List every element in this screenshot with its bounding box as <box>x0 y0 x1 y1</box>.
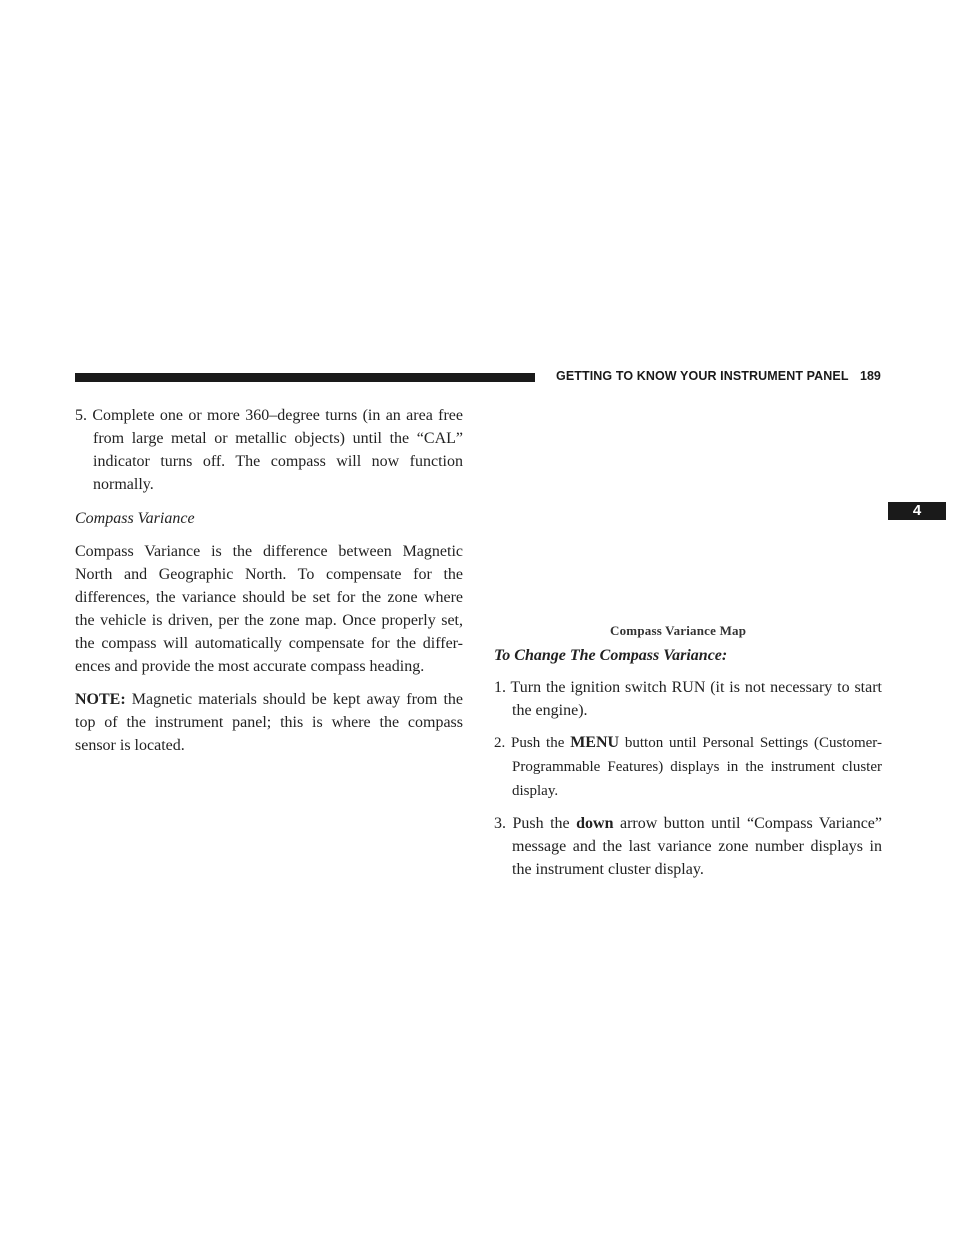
section-header-title: GETTING TO KNOW YOUR INSTRUMENT PANEL <box>556 369 849 383</box>
step-5-text: 5. Complete one or more 360–degree turns (in an area free from large metal or metallic objects) until the “CAL” indicator turns off. The compass will now function normally. <box>75 407 463 493</box>
left-column <box>75 404 463 767</box>
compass-variance-subheading: Compass Variance <box>75 510 195 527</box>
step-3-text: 3. Push the down arrow button until “Compass Variance” message and the last variance zone number displays in the instrument cluster display. <box>494 815 882 878</box>
right-column <box>494 644 882 890</box>
page-number: 189 <box>860 369 881 383</box>
figure-caption: Compass Variance Map <box>610 623 747 638</box>
down-button-label: down <box>576 815 614 832</box>
compass-variance-paragraph: Compass Variance is the difference between Magnetic North and Geographic North. To compensate for the differences, the variance should be set for the zone where the vehicle is driven, per the zone map. Once properly set, the compass will automatically compensate for the differ- ences and provide the most accurate compass heading. <box>75 543 463 675</box>
step-2-text: 2. Push the MENU button until Personal Settings (Customer- Programmable Features) displays in the instrument cluster display. <box>494 734 882 799</box>
header-rule <box>75 373 535 382</box>
note-paragraph <box>75 688 463 757</box>
change-variance-subheading: To Change The Compass Variance: <box>494 647 728 664</box>
menu-button-label: MENU <box>570 734 620 751</box>
step-1-text: 1. Turn the ignition switch RUN (it is not necessary to start the engine). <box>494 679 882 719</box>
note-label: NOTE: <box>75 691 126 708</box>
note-text: Magnetic materials should be kept away from the top of the instrument panel; this is where the compass sensor is located. <box>75 691 463 754</box>
chapter-tab: 4 <box>888 502 946 520</box>
